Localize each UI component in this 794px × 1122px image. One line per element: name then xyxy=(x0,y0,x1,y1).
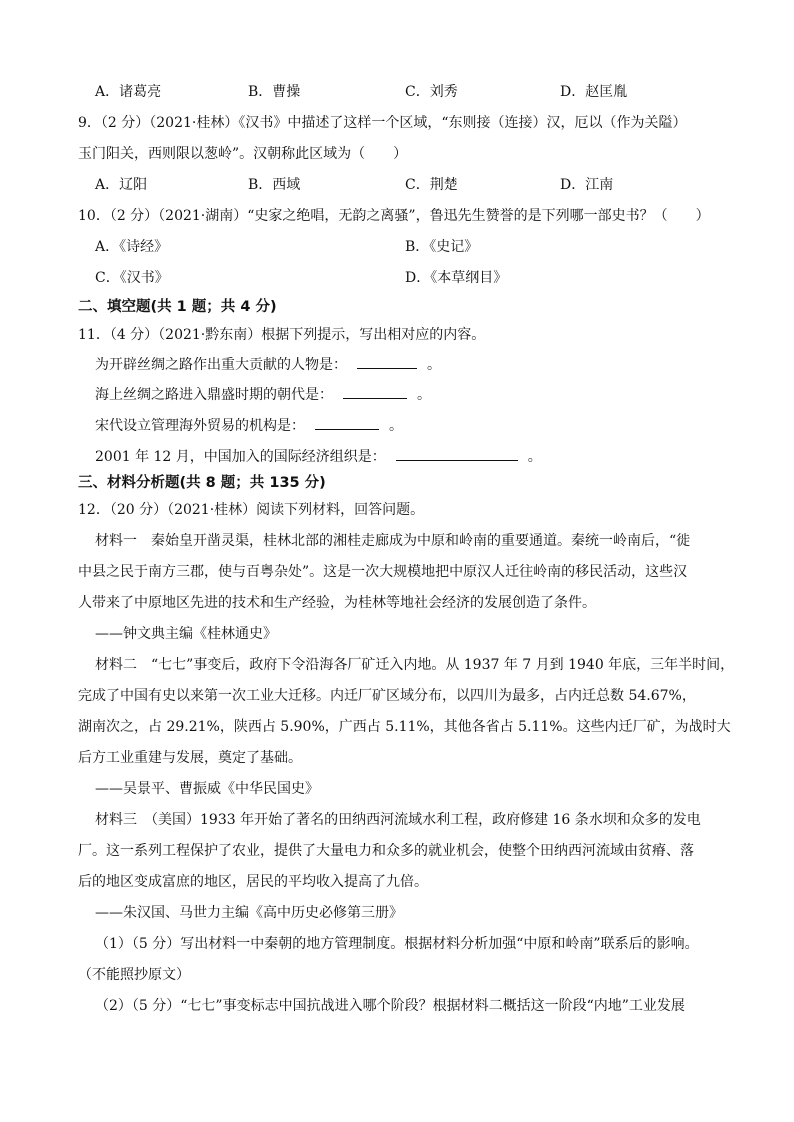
q11-answer-blank-4[interactable] xyxy=(396,446,518,461)
q11-item-2 xyxy=(95,384,431,405)
q11-item-1-end: 。 xyxy=(427,357,441,373)
q11-answer-blank-2[interactable] xyxy=(343,384,407,399)
q9-stem-line1: 9．（2 分）（2021·桂林）《汉书》中描述了这样一个区域，“东则接（连接）汉，厄以（作为关隘） xyxy=(78,115,687,131)
q11-item-1-text: 为开辟丝绸之路作出重大贡献的人物是： xyxy=(95,357,347,373)
q10-option-c[interactable]: C．《汉书》 xyxy=(95,270,169,286)
q11-item-4 xyxy=(95,446,542,467)
material-3-source: ——朱汉国、马世力主编《高中历史必修第三册》 xyxy=(95,905,403,921)
section-fill-in-heading: 二、填空题(共 1 题；共 4 分) xyxy=(78,299,277,315)
q8-option-c[interactable]: C．刘秀 xyxy=(405,84,458,100)
q11-item-2-end: 。 xyxy=(417,387,431,403)
q11-item-3 xyxy=(95,415,403,436)
q11-item-3-end: 。 xyxy=(389,418,403,434)
q8-option-d[interactable]: D．赵匡胤 xyxy=(560,84,628,100)
q11-item-3-text: 宋代设立管理海外贸易的机构是： xyxy=(95,418,305,434)
material-2-line4: 后方工业重建与发展，奠定了基础。 xyxy=(78,750,302,766)
q10-option-b[interactable]: B．《史记》 xyxy=(405,239,479,255)
q9-option-b[interactable]: B．西域 xyxy=(248,177,301,193)
material-1-line1: 材料一 秦始皇开凿灵渠，桂林北部的湘桂走廊成为中原和岭南的重要通道。秦统一岭南后，“徙 xyxy=(95,533,691,549)
material-3-line1: 材料三 （美国）1933 年开始了著名的田纳西河流域水利工程，政府修建 16 条水坝和众多的发电 xyxy=(95,812,701,828)
q11-item-2-text: 海上丝绸之路进入鼎盛时期的朝代是： xyxy=(95,387,333,403)
material-3-line2: 厂。这一系列工程保护了农业，提供了大量电力和众多的就业机会，使整个田纳西河流域由贫瘠、落 xyxy=(78,843,694,859)
q10-stem: 10．（2 分）（2021·湖南）“史家之绝唱，无韵之离骚”，鲁迅先生赞誉的是下列哪一部史书？（ ） xyxy=(78,208,710,224)
q11-answer-blank-1[interactable] xyxy=(357,354,417,369)
material-2-line2: 完成了中国有史以来第一次工业大迁移。内迁厂矿区域分布，以四川为最多，占内迁总数 54.67%， xyxy=(78,688,696,704)
q12-subquestion-1-line2: （不能照抄原文） xyxy=(78,967,190,983)
q10-option-d[interactable]: D．《本草纲目》 xyxy=(405,270,508,286)
q11-item-4-end: 。 xyxy=(527,449,542,465)
q9-option-d[interactable]: D．江南 xyxy=(560,177,614,193)
q8-option-a[interactable]: A．诸葛亮 xyxy=(95,84,162,100)
q12-subquestion-2-line1: （2）（5 分）“七七”事变标志中国抗战进入哪个阶段？根据材料二概括这一阶段“内地”工业发展 xyxy=(95,998,685,1014)
material-1-line2: 中县之民于南方三郡，使与百粤杂处”。这是一次大规模地把中原汉人迁往岭南的移民活动，这些汉 xyxy=(78,564,688,580)
q10-option-a[interactable]: A．《诗经》 xyxy=(95,239,169,255)
material-2-line3: 湖南次之，占 29.21%，陕西占 5.90%，广西占 5.11%，其他各省占 5.11%。这些内迁厂矿，为战时大 xyxy=(78,719,731,735)
q11-answer-blank-3[interactable] xyxy=(315,415,379,430)
q9-stem-line2: 玉门阳关，西则限以葱岭”。汉朝称此区域为（ ） xyxy=(78,146,408,162)
q9-option-a[interactable]: A．辽阳 xyxy=(95,177,148,193)
material-2-line1: 材料二 “七七”事变后，政府下令沿海各厂矿迁入内地。从 1937 年 7 月到 1940 年底，三年半时间， xyxy=(95,657,735,673)
material-1-line3: 人带来了中原地区先进的技术和生产经验，为桂林等地社会经济的发展创造了条件。 xyxy=(78,595,596,611)
section-material-analysis-heading: 三、材料分析题(共 8 题；共 135 分) xyxy=(78,475,326,491)
q11-stem: 11．（4 分）（2021·黔东南）根据下列提示，写出相对应的内容。 xyxy=(78,327,486,343)
q11-item-1 xyxy=(95,354,441,375)
q11-item-4-text: 2001 年 12 月，中国加入的国际经济组织是： xyxy=(95,449,386,465)
q9-option-c[interactable]: C．荆楚 xyxy=(405,177,458,193)
material-1-source: ——钟文典主编《桂林通史》 xyxy=(95,626,277,642)
q12-subquestion-1-line1: （1）（5 分）写出材料一中秦朝的地方管理制度。根据材料分析加强“中原和岭南”联系后的影响。 xyxy=(95,936,699,952)
q12-stem: 12．（20 分）（2021·桂林）阅读下列材料，回答问题。 xyxy=(78,502,425,518)
material-2-source: ——吴景平、曹振威《中华民国史》 xyxy=(95,781,319,797)
material-3-line3: 后的地区变成富庶的地区，居民的平均收入提高了九倍。 xyxy=(78,874,428,890)
q8-option-b[interactable]: B．曹操 xyxy=(248,84,301,100)
